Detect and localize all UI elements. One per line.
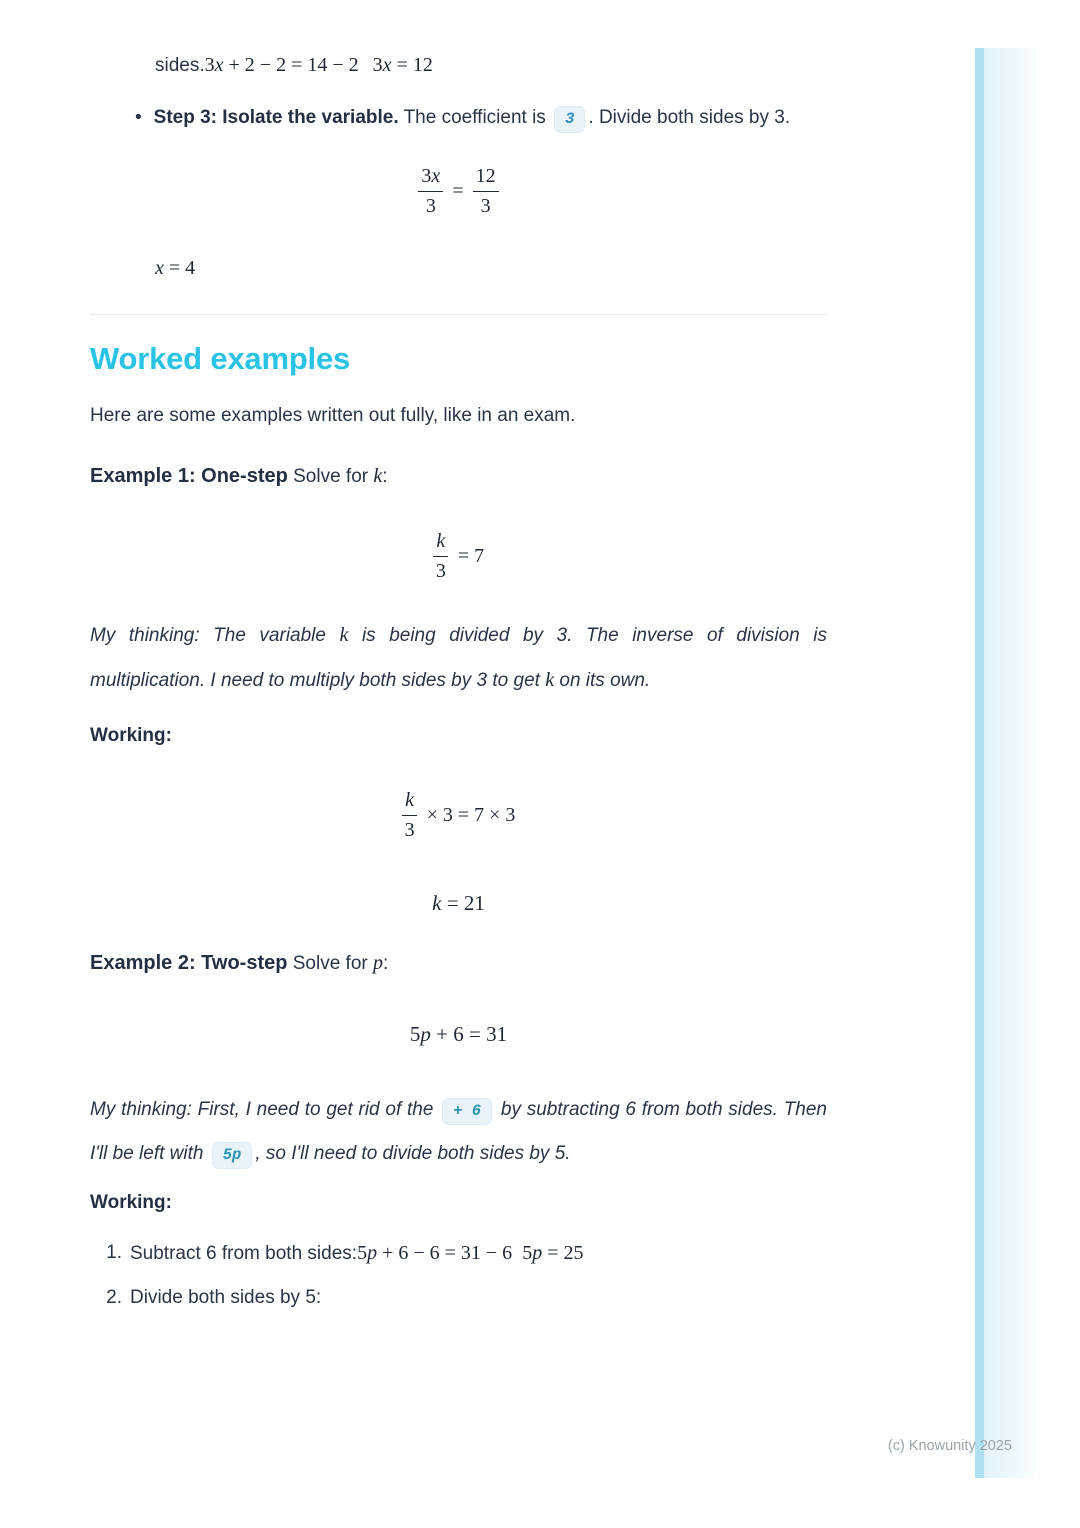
thinking-text: My thinking: The variable: [90, 625, 340, 646]
step-3-list-item: [135, 101, 827, 135]
variable-k: k: [373, 465, 383, 487]
working-label-2: Working:: [90, 1192, 172, 1213]
edge-accent-panel: [984, 48, 1035, 1478]
fraction-k-over-3: [402, 789, 418, 842]
example-2-title-colon: :: [383, 953, 389, 974]
fraction-12-over-3: [473, 165, 499, 218]
fraction-numerator: k: [433, 530, 448, 557]
fraction-numerator: 12: [473, 165, 499, 192]
step-content: [130, 1240, 583, 1267]
example-1-title-colon: :: [382, 466, 388, 487]
equation-inline-b: 3x = 12: [372, 54, 433, 76]
equation-k-over-3: [90, 530, 827, 583]
variable-k: k: [545, 669, 555, 691]
fraction-k-over-3: [433, 530, 449, 583]
fraction-numerator: k: [402, 789, 417, 816]
thinking-text: , so I'll need to divide both sides by 5.: [255, 1143, 571, 1164]
thinking-text: is being divided by 3. The inverse of division is multiplication. I need to multiply both sides by 3 to get: [90, 625, 827, 691]
fraction-denominator: 3: [480, 195, 491, 217]
section-heading: Worked examples: [90, 341, 351, 376]
working-steps-list: [102, 1240, 827, 1311]
intro-paragraph: Here are some examples written out fully, like in an exam.: [90, 405, 576, 426]
working-step-2: [102, 1285, 827, 1311]
step-text: Divide both sides by 5:: [130, 1287, 322, 1308]
thinking-text: My thinking: First, I need to get rid of the: [90, 1099, 440, 1120]
step-equation-a: 5p + 6 − 6 = 31 − 6: [357, 1242, 513, 1264]
equation-divide-both-sides: [90, 165, 827, 218]
example-1-title-text: Solve for: [287, 466, 374, 487]
step-equation-b: 5p = 25: [522, 1242, 584, 1264]
example-1-title: [90, 463, 827, 490]
bullet-marker: •: [135, 107, 142, 128]
working-label-1: Working:: [90, 725, 172, 746]
step-text: Subtract 6 from both sides:: [130, 1243, 358, 1264]
variable-p: p: [373, 952, 383, 974]
inline-code-chip-3: 3: [554, 106, 585, 133]
equation-rhs: × 3 = 7 × 3: [426, 804, 516, 826]
document-content: [90, 0, 827, 1311]
edge-accent-strip: [975, 48, 984, 1478]
my-thinking-paragraph-2: [90, 1088, 827, 1176]
step-3-text-before-chip: The coefficient is: [398, 107, 552, 128]
equals-sign: =: [452, 180, 464, 202]
fraction-3x-over-3: [418, 165, 443, 218]
equation-5p-plus-6: 5p + 6 = 31: [409, 1022, 508, 1046]
working-step-1: [102, 1240, 827, 1267]
fraction-denominator: 3: [404, 819, 415, 841]
example-1-title-bold: Example 1: One-step: [90, 465, 288, 487]
equation-rhs: = 7: [457, 545, 485, 567]
result-x-equals-4: x = 4: [155, 257, 196, 279]
example-2-title: [90, 950, 827, 977]
inline-code-chip-5p: 5p: [212, 1142, 253, 1169]
step-3-text-after-chip: . Divide both sides by 3.: [588, 107, 791, 128]
result-k-equals-21: k = 21: [432, 891, 485, 915]
my-thinking-paragraph-1: [90, 613, 827, 703]
example-2-title-bold: Example 2: Two-step: [90, 952, 288, 974]
step-content: [130, 1285, 321, 1311]
continuation-text: sides.: [155, 55, 205, 76]
step-number: 1.: [106, 1242, 122, 1263]
thinking-text: on its own.: [554, 670, 651, 691]
equation-multiply-both-sides: [90, 789, 827, 842]
step-number: 2.: [106, 1287, 122, 1308]
fraction-numerator: 3x: [418, 165, 443, 192]
step-3-bold-label: Step 3: Isolate the variable.: [153, 107, 399, 128]
example-2-title-text: Solve for: [287, 953, 373, 974]
inline-code-chip-plus-6: + 6: [442, 1098, 492, 1125]
fraction-denominator: 3: [435, 560, 446, 582]
equation-inline-a: 3x + 2 − 2 = 14 − 2: [204, 54, 359, 76]
variable-k: k: [339, 624, 349, 646]
fraction-denominator: 3: [425, 195, 436, 217]
step-3-text: [154, 101, 790, 135]
continuation-line: [155, 52, 827, 79]
copyright-notice: (c) Knowunity 2025: [887, 1438, 1012, 1454]
thinking-text: by subtracting 6 from both sides. Then I'll be left with: [90, 1099, 827, 1164]
section-divider: [90, 314, 827, 315]
